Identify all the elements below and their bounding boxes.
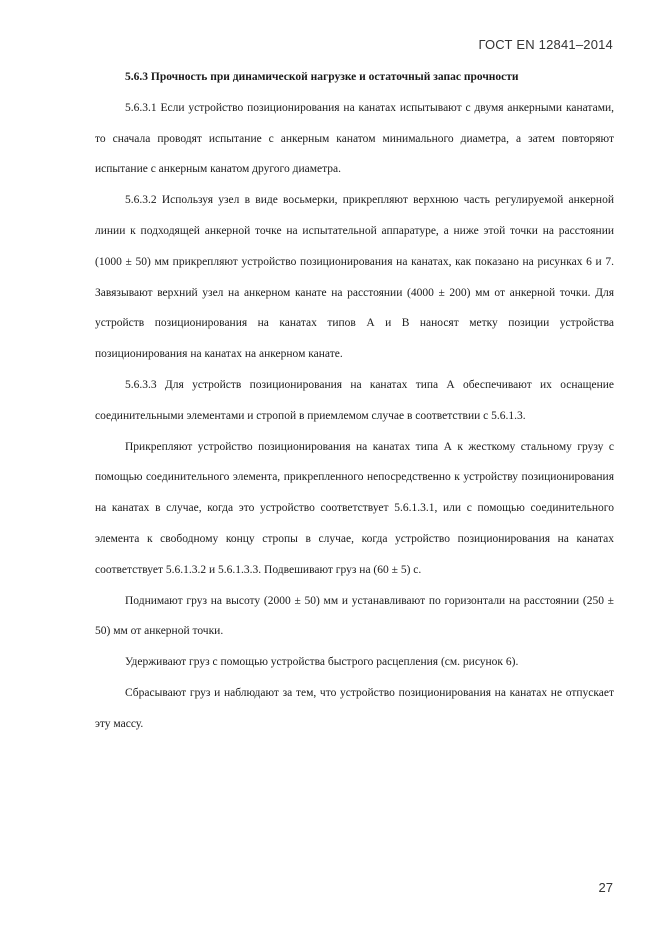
paragraph-raise-load: Поднимают груз на высоту (2000 ± 50) мм и устанавливают по горизонтали на расстоянии (250 ± 50) мм от анкерной точки. — [95, 594, 614, 638]
paragraph-release-load: Сбрасывают груз и наблюдают за тем, что устройство позиционирования на канатах не отпускает эту массу. — [95, 686, 614, 730]
paragraph-5-6-3-1: 5.6.3.1 Если устройство позиционирования на канатах испытывают с двумя анкерными канатами, то сначала проводят испытание с анкерным канатом минимального диаметра, а затем повторяют испытание с анкерным канатом другого диаметра. — [95, 101, 614, 176]
page-number: 27 — [598, 880, 613, 895]
paragraph-attach-load: Прикрепляют устройство позиционирования на канатах типа А к жесткому стальному грузу с помощью соединительного элемента, прикрепленного непосредственно к устройству позиционирования на канатах в случае, когда это устройство соответствует 5.6.1.3.1, или с помощью соединительного элемента к свободному концу стропы в случае, когда устройство позиционирования на канатах соответствует 5.6.1.3.2 и 5.6.1.3.3. Подвешивают груз на (60 ± 5) с. — [95, 440, 614, 576]
paragraph-5-6-3-3: 5.6.3.3 Для устройств позиционирования на канатах типа А обеспечивают их оснащение соединительными элементами и стропой в приемлемом случае в соответствии с 5.6.1.3. — [95, 378, 614, 422]
paragraph-5-6-3-2: 5.6.3.2 Используя узел в виде восьмерки, прикрепляют верхнюю часть регулируемой анкерной линии к подходящей анкерной точке на испытательной аппаратуре, а ниже этой точки на расстоянии (1000 ± 50) мм прикрепляют устройство позиционирования на канатах, как показано на рисунках 6 и 7. Завязывают верхний узел на анкерном канате на расстоянии (4000 ± 200) мм от анкерной точки. Для устройств позиционирования на канатах типов А и В наносят метку позиции устройства позиционирования на канатах на анкерном канате. — [95, 194, 614, 361]
paragraph-hold-load: Удерживают груз с помощью устройства быстрого расцепления (см. рисунок 6). — [125, 656, 519, 669]
document-header: ГОСТ EN 12841–2014 — [478, 37, 613, 52]
document-body — [95, 62, 614, 740]
section-title: 5.6.3 Прочность при динамической нагрузке и остаточный запас прочности — [125, 71, 519, 83]
